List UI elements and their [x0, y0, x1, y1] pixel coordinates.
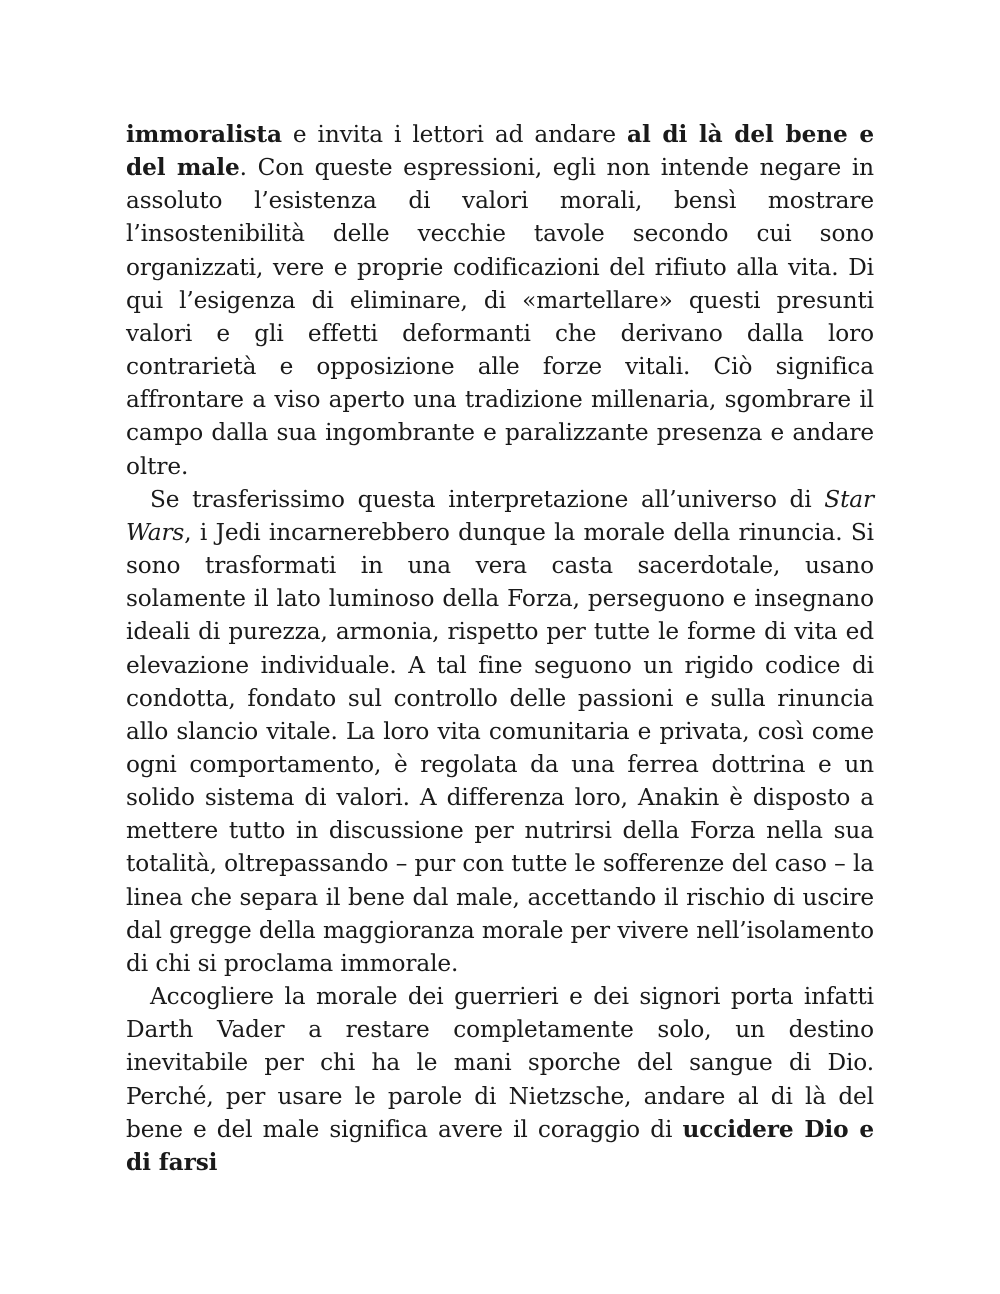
paragraph-1-text-b: . Con queste espressioni, egli non intende negare in assoluto l’esistenza di valori morali, bensì mostrare l’insostenibilità delle vecchie tavole secondo cui sono organizzati, vere e proprie codificazioni del rifiuto alla vita. Di qui l’esigenza di eliminare, di «martellare» questi presunti valori e gli effetti deformanti che derivano dalla loro contrarietà e opposizione alle forze vitali. Ciò significa affrontare a viso aperto una tradizione millenaria, sgombrare il campo dalla sua ingombrante e paralizzante presenza e andare oltre. — [126, 154, 874, 480]
bold-phrase-beyond-good-evil: al di là del bene e del male — [126, 121, 875, 182]
paragraph-3-text-a: Accogliere la morale dei guerrieri e dei signori porta infatti Darth Vader a restare completamente solo, un destino inevitabile per chi ha le mani sporche del sangue di Dio. Perché, per usare le parole di Nietzsche, andare al di là del bene e del male significa avere il coraggio di — [126, 983, 874, 1143]
bold-phrase-kill-god: uccidere Dio e di farsi — [126, 1115, 874, 1176]
paragraph-1-text-a: e invita i lettori ad andare — [281, 121, 628, 148]
paragraph-2 — [126, 483, 874, 980]
book-page-body — [126, 118, 874, 1179]
paragraph-2-text-b: , i Jedi incarnerebbero dunque la morale della rinuncia. Si sono trasformati in una vera casta sacerdotale, usano solamente il lato luminoso della Forza, perseguono e insegnano ideali di purezza, armonia, rispetto per tutte le forme di vita ed elevazione individuale. A tal fine seguono un rigido codice di condotta, fondato sul controllo delle passioni e sulla rinuncia allo slancio vitale. La loro vita comunitaria e privata, così come ogni comportamento, è regolata da una ferrea dottrina e un solido sistema di valori. A differenza loro, Anakin è disposto a mettere tutto in discussione per nutrirsi della Forza nella sua totalità, oltrepassando – pur con tutte le sofferenze del caso – la linea che separa il bene dal male, accettando il rischio di uscire dal gregge della maggioranza morale per vivere nell’isolamento di chi si proclama immorale. — [126, 518, 874, 977]
bold-term-immoralista: immoralista — [126, 121, 282, 148]
italic-title-star-wars: Star Wars — [126, 485, 874, 546]
paragraph-1 — [126, 118, 874, 483]
paragraph-2-text-a: Se trasferissimo questa interpretazione all’universo di — [150, 485, 825, 513]
paragraph-3 — [126, 980, 874, 1179]
